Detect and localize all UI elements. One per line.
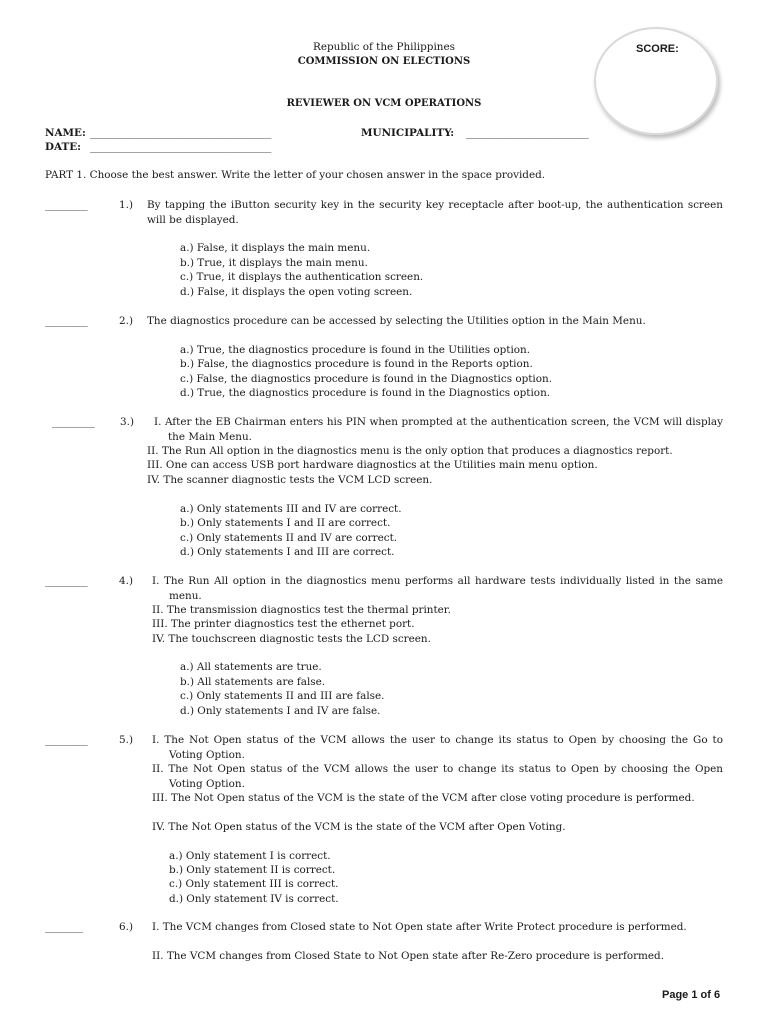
answer-blank-q1[interactable]: _________ <box>45 199 88 211</box>
option-q4-b: b.) All statements are false. <box>180 676 326 688</box>
municipality-label: MUNICIPALITY: <box>361 127 455 139</box>
option-q1-a: a.) False, it displays the main menu. <box>180 242 371 254</box>
republic-heading: Republic of the Philippines <box>313 41 455 53</box>
option-q4-c: c.) Only statements II and III are false. <box>180 690 385 702</box>
option-q1-c: c.) True, it displays the authentication screen. <box>180 271 424 283</box>
score-label: SCORE: <box>636 43 679 55</box>
name-field[interactable]: _____________________________________ <box>90 127 272 139</box>
part1-instruction: PART 1. Choose the best answer. Write the letter of your chosen answer in the space provided. <box>45 169 546 181</box>
option-q2-c: c.) False, the diagnostics procedure is found in the Diagnostics option. <box>180 373 552 385</box>
statement-q4-i: I. The Run All option in the diagnostics menu performs all hardware tests individually listed in the same menu. <box>152 575 723 602</box>
question-text-q1: By tapping the iButton security key in the security key receptacle after boot-up, the authentication screen will be displayed. <box>147 199 723 226</box>
question-number-q5: 5.) <box>119 734 133 746</box>
question-number-q4: 4.) <box>119 575 133 587</box>
statement-q5-i: I. The Not Open status of the VCM allows the user to change its status to Open by choosing the Go to Voting Option. <box>152 734 723 761</box>
option-q1-d: d.) False, it displays the open voting screen. <box>180 286 413 298</box>
commission-heading: COMMISSION ON ELECTIONS <box>297 56 471 67</box>
statement-q4-ii: II. The transmission diagnostics test the thermal printer. <box>152 604 451 616</box>
statement-q5-iii: III. The Not Open status of the VCM is the state of the VCM after close voting procedure is performed. <box>152 792 695 804</box>
date-field[interactable]: _____________________________________ <box>90 141 272 153</box>
statement-q4-iii: III. The printer diagnostics test the ethernet port. <box>152 618 415 630</box>
option-q4-a: a.) All statements are true. <box>180 661 322 673</box>
date-label: DATE: <box>45 141 81 153</box>
question-number-q3: 3.) <box>120 416 134 428</box>
answer-blank-q6[interactable]: ________ <box>45 921 83 933</box>
question-number-q6: 6.) <box>119 921 133 933</box>
option-q4-d: d.) Only statements I and IV are false. <box>180 705 381 717</box>
option-q3-d: d.) Only statements I and III are correct. <box>180 546 395 558</box>
option-q2-d: d.) True, the diagnostics procedure is found in the Diagnostics option. <box>180 387 551 399</box>
question-text-q2: The diagnostics procedure can be accessed by selecting the Utilities option in the Main Menu. <box>147 315 646 327</box>
option-q3-c: c.) Only statements II and IV are correct. <box>180 532 398 544</box>
statement-q5-ii: II. The Not Open status of the VCM allows the user to change its status to Open by choosing the Open Voting Option. <box>152 763 723 790</box>
answer-blank-q3[interactable]: _________ <box>52 416 95 428</box>
document-title: REVIEWER ON VCM OPERATIONS <box>286 98 482 109</box>
statement-q5-iv: IV. The Not Open status of the VCM is the state of the VCM after Open Voting. <box>152 821 566 833</box>
answer-blank-q4[interactable]: _________ <box>45 575 88 587</box>
option-q3-a: a.) Only statements III and IV are correct. <box>180 503 402 515</box>
question-number-q1: 1.) <box>119 199 133 211</box>
municipality-field[interactable]: _________________________ <box>466 127 589 139</box>
statement-q6-i: I. The VCM changes from Closed state to Not Open state after Write Protect procedure is performed. <box>152 921 687 933</box>
statement-q3-iii: III. One can access USB port hardware diagnostics at the Utilities main menu option. <box>147 459 598 471</box>
statement-q4-iv: IV. The touchscreen diagnostic tests the LCD screen. <box>152 633 431 645</box>
statement-q3-iv: IV. The scanner diagnostic tests the VCM LCD screen. <box>147 474 433 486</box>
option-q5-b: b.) Only statement II is correct. <box>169 864 336 876</box>
option-q5-a: a.) Only statement I is correct. <box>169 850 331 862</box>
option-q5-d: d.) Only statement IV is correct. <box>169 893 339 905</box>
statement-q3-ii: II. The Run All option in the diagnostics menu is the only option that produces a diagnostics report. <box>147 445 673 457</box>
option-q2-b: b.) False, the diagnostics procedure is found in the Reports option. <box>180 358 533 370</box>
statement-q6-ii: II. The VCM changes from Closed State to Not Open state after Re-Zero procedure is performed. <box>152 950 664 962</box>
option-q1-b: b.) True, it displays the main menu. <box>180 257 368 269</box>
name-label: NAME: <box>45 127 86 139</box>
option-q3-b: b.) Only statements I and II are correct. <box>180 517 391 529</box>
question-number-q2: 2.) <box>119 315 133 327</box>
answer-blank-q2[interactable]: _________ <box>45 315 88 327</box>
statement-q3-i: I. After the EB Chairman enters his PIN when prompted at the authentication screen, the VCM will display the Main Menu. <box>154 416 723 443</box>
option-q5-c: c.) Only statement III is correct. <box>169 878 339 890</box>
answer-blank-q5[interactable]: _________ <box>45 734 88 746</box>
page-number: Page 1 of 6 <box>662 989 721 1001</box>
option-q2-a: a.) True, the diagnostics procedure is found in the Utilities option. <box>180 344 531 356</box>
